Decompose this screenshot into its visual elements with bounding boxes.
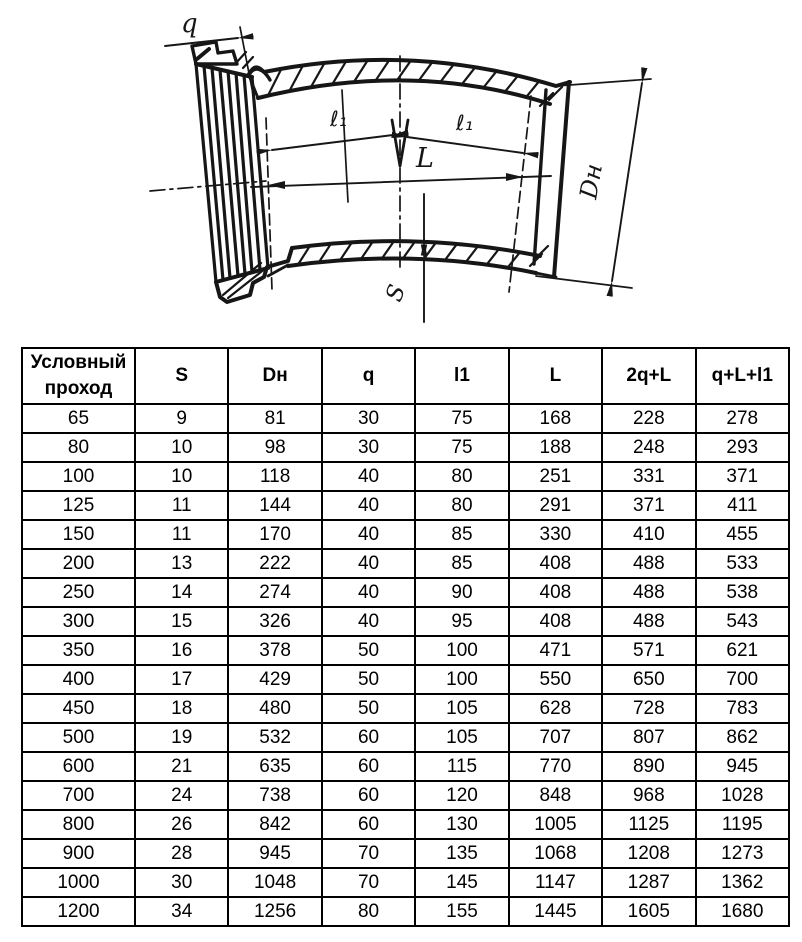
- table-cell: 968: [602, 781, 695, 810]
- table-row: [22, 839, 789, 868]
- table-cell: 105: [415, 694, 508, 723]
- table-cell: 1605: [602, 897, 695, 926]
- table-row: [22, 578, 789, 607]
- table-cell: 600: [22, 752, 135, 781]
- table-cell: 60: [322, 810, 415, 839]
- table-cell: 90: [415, 578, 508, 607]
- table-cell: 480: [228, 694, 321, 723]
- table-cell: 291: [509, 491, 602, 520]
- table-cell: 16: [135, 636, 228, 665]
- table-cell: 80: [415, 462, 508, 491]
- table-cell: 50: [322, 636, 415, 665]
- dimensions-table: [21, 347, 790, 927]
- table-cell: 1028: [696, 781, 789, 810]
- table-row: [22, 636, 789, 665]
- table-cell: 532: [228, 723, 321, 752]
- table-cell: 621: [696, 636, 789, 665]
- table-cell: 14: [135, 578, 228, 607]
- table-cell: 488: [602, 549, 695, 578]
- table-cell: 30: [322, 433, 415, 462]
- hatch-stroke: [483, 72, 496, 88]
- table-cell: 155: [415, 897, 508, 926]
- table-cell: 571: [602, 636, 695, 665]
- table-cell: 24: [135, 781, 228, 810]
- table-cell: 1048: [228, 868, 321, 897]
- table-cell: 11: [135, 491, 228, 520]
- table-cell: 13: [135, 549, 228, 578]
- column-header: q: [322, 348, 415, 404]
- table-cell: 80: [415, 491, 508, 520]
- table-cell: 455: [696, 520, 789, 549]
- table-cell: 429: [228, 665, 321, 694]
- table-cell: 707: [509, 723, 602, 752]
- table-cell: 40: [322, 607, 415, 636]
- drawing-area: [0, 0, 802, 347]
- column-header: q+L+l1: [696, 348, 789, 404]
- table-row: [22, 607, 789, 636]
- hatch-stroke: [403, 241, 415, 258]
- table-cell: 408: [509, 549, 602, 578]
- table-cell: 1200: [22, 897, 135, 926]
- hatch-stroke: [340, 242, 352, 260]
- table-cell: 400: [22, 665, 135, 694]
- table-cell: 278: [696, 404, 789, 433]
- hatch-stroke: [508, 252, 520, 267]
- table-cell: 28: [135, 839, 228, 868]
- table-cell: 890: [602, 752, 695, 781]
- table-cell: 1287: [602, 868, 695, 897]
- table-cell: 1068: [509, 839, 602, 868]
- table-row: [22, 868, 789, 897]
- table-row: [22, 404, 789, 433]
- table-cell: 30: [322, 404, 415, 433]
- column-header: S: [135, 348, 228, 404]
- table-cell: 40: [322, 578, 415, 607]
- table-cell: 145: [415, 868, 508, 897]
- table-cell: 222: [228, 549, 321, 578]
- table-cell: 188: [509, 433, 602, 462]
- table-cell: 408: [509, 607, 602, 636]
- hatch-stroke: [440, 65, 453, 82]
- table-cell: 85: [415, 549, 508, 578]
- dimension-l1-right-label: ℓ₁: [456, 111, 474, 135]
- table-cell: 1125: [602, 810, 695, 839]
- table-cell: 125: [22, 491, 135, 520]
- hatch-stroke: [487, 249, 499, 264]
- table-cell: 411: [696, 491, 789, 520]
- table-cell: 50: [322, 694, 415, 723]
- column-header: Условный проход: [22, 348, 135, 404]
- table-cell: 10: [135, 433, 228, 462]
- table-cell: 115: [415, 752, 508, 781]
- table-cell: 251: [509, 462, 602, 491]
- table-cell: 628: [509, 694, 602, 723]
- table-cell: 1147: [509, 868, 602, 897]
- table-cell: 650: [602, 665, 695, 694]
- table-cell: 40: [322, 462, 415, 491]
- table-row: [22, 723, 789, 752]
- hatch-stroke: [466, 246, 478, 262]
- table-cell: 100: [415, 636, 508, 665]
- table-cell: 105: [415, 723, 508, 752]
- table-cell: 15: [135, 607, 228, 636]
- table-cell: 738: [228, 781, 321, 810]
- table-cell: 144: [228, 491, 321, 520]
- table-cell: 150: [22, 520, 135, 549]
- table-cell: 1445: [509, 897, 602, 926]
- table-cell: 635: [228, 752, 321, 781]
- table-cell: 500: [22, 723, 135, 752]
- hatch-stroke: [462, 68, 475, 85]
- table-row: [22, 781, 789, 810]
- hatch-stroke: [424, 242, 436, 258]
- table-cell: 21: [135, 752, 228, 781]
- hatch-stroke: [311, 64, 324, 87]
- table-cell: 26: [135, 810, 228, 839]
- table-cell: 488: [602, 578, 695, 607]
- table-cell: 170: [228, 520, 321, 549]
- table-cell: 60: [322, 752, 415, 781]
- table-cell: 326: [228, 607, 321, 636]
- table-row: [22, 491, 789, 520]
- table-cell: 700: [696, 665, 789, 694]
- table-cell: 30: [135, 868, 228, 897]
- table-cell: 70: [322, 839, 415, 868]
- table-cell: 1208: [602, 839, 695, 868]
- table-cell: 1195: [696, 810, 789, 839]
- table-cell: 408: [509, 578, 602, 607]
- table-cell: 168: [509, 404, 602, 433]
- table-cell: 1273: [696, 839, 789, 868]
- table-cell: 728: [602, 694, 695, 723]
- table-cell: 862: [696, 723, 789, 752]
- table-cell: 800: [22, 810, 135, 839]
- table-body: [22, 404, 789, 926]
- table-cell: 11: [135, 520, 228, 549]
- table-cell: 533: [696, 549, 789, 578]
- hatch-stroke: [505, 76, 518, 92]
- table-cell: 783: [696, 694, 789, 723]
- table-cell: 538: [696, 578, 789, 607]
- table-row: [22, 433, 789, 462]
- dimension-l1-left-label: ℓ₁: [330, 107, 348, 131]
- hatch-stroke: [397, 62, 410, 81]
- table-cell: 65: [22, 404, 135, 433]
- table-row: [22, 549, 789, 578]
- table-cell: 10: [135, 462, 228, 491]
- table-cell: 248: [602, 433, 695, 462]
- table-cell: 450: [22, 694, 135, 723]
- table-cell: 98: [228, 433, 321, 462]
- table-row: [22, 897, 789, 926]
- table-cell: 300: [22, 607, 135, 636]
- hatch-stroke: [382, 241, 394, 258]
- column-header: 2q+L: [602, 348, 695, 404]
- table-row: [22, 694, 789, 723]
- column-header: L: [509, 348, 602, 404]
- table-cell: 250: [22, 578, 135, 607]
- table-cell: 40: [322, 549, 415, 578]
- table-row: [22, 462, 789, 491]
- table-cell: 350: [22, 636, 135, 665]
- hatch-stroke: [354, 61, 367, 82]
- table-cell: 75: [415, 433, 508, 462]
- spigot-end: [530, 82, 569, 277]
- table-cell: 40: [322, 491, 415, 520]
- table-cell: 1256: [228, 897, 321, 926]
- table-cell: 1362: [696, 868, 789, 897]
- hatch-stroke: [376, 61, 389, 80]
- table-cell: 17: [135, 665, 228, 694]
- table-cell: 50: [322, 665, 415, 694]
- table-cell: 18: [135, 694, 228, 723]
- hatch-stroke: [333, 62, 346, 84]
- table-cell: 543: [696, 607, 789, 636]
- table-cell: 120: [415, 781, 508, 810]
- table-cell: 770: [509, 752, 602, 781]
- table-cell: 371: [696, 462, 789, 491]
- table-cell: 118: [228, 462, 321, 491]
- hatch-stroke: [526, 81, 539, 97]
- dimension-q-label: q: [181, 9, 198, 39]
- table-cell: 19: [135, 723, 228, 752]
- table-cell: 842: [228, 810, 321, 839]
- table-cell: 471: [509, 636, 602, 665]
- table-header: [22, 348, 789, 404]
- table-cell: 331: [602, 462, 695, 491]
- dimension-Dn-label: Dн: [574, 161, 608, 202]
- pipe-bend-drawing: [0, 0, 802, 342]
- table-cell: 200: [22, 549, 135, 578]
- table-cell: 34: [135, 897, 228, 926]
- hatch-stroke: [445, 244, 457, 260]
- table-cell: 1005: [509, 810, 602, 839]
- table-cell: 848: [509, 781, 602, 810]
- table-cell: 945: [228, 839, 321, 868]
- table-cell: 371: [602, 491, 695, 520]
- pipe-walls: [248, 60, 570, 277]
- hatch-stroke: [361, 241, 373, 259]
- table-cell: 80: [22, 433, 135, 462]
- table-cell: 488: [602, 607, 695, 636]
- table-cell: 1000: [22, 868, 135, 897]
- table-cell: 228: [602, 404, 695, 433]
- table-cell: 900: [22, 839, 135, 868]
- dimension-S-label: S: [381, 281, 412, 306]
- table-cell: 807: [602, 723, 695, 752]
- table-cell: 330: [509, 520, 602, 549]
- table-cell: 135: [415, 839, 508, 868]
- table-cell: 1680: [696, 897, 789, 926]
- table-cell: 85: [415, 520, 508, 549]
- table-row: [22, 520, 789, 549]
- header-row: [22, 348, 789, 404]
- table-cell: 40: [322, 520, 415, 549]
- table-cell: 550: [509, 665, 602, 694]
- table-cell: 80: [322, 897, 415, 926]
- table-cell: 60: [322, 723, 415, 752]
- dimension-L-label: L: [416, 143, 434, 174]
- dimension-l1-left: [272, 107, 393, 150]
- column-header: Dн: [228, 348, 321, 404]
- table-cell: 100: [415, 665, 508, 694]
- column-header: l1: [415, 348, 508, 404]
- table-cell: 95: [415, 607, 508, 636]
- table-cell: 75: [415, 404, 508, 433]
- table-cell: 130: [415, 810, 508, 839]
- table-cell: 9: [135, 404, 228, 433]
- table-cell: 700: [22, 781, 135, 810]
- table-row: [22, 810, 789, 839]
- table-cell: 410: [602, 520, 695, 549]
- socket-end: [192, 42, 292, 302]
- hatch-stroke: [419, 63, 432, 81]
- table-cell: 60: [322, 781, 415, 810]
- table-cell: 378: [228, 636, 321, 665]
- table-cell: 81: [228, 404, 321, 433]
- table-row: [22, 665, 789, 694]
- table-cell: 100: [22, 462, 135, 491]
- table-row: [22, 752, 789, 781]
- table-cell: 945: [696, 752, 789, 781]
- table-cell: 293: [696, 433, 789, 462]
- table-cell: 274: [228, 578, 321, 607]
- table-cell: 70: [322, 868, 415, 897]
- dimension-Dn: [536, 79, 651, 288]
